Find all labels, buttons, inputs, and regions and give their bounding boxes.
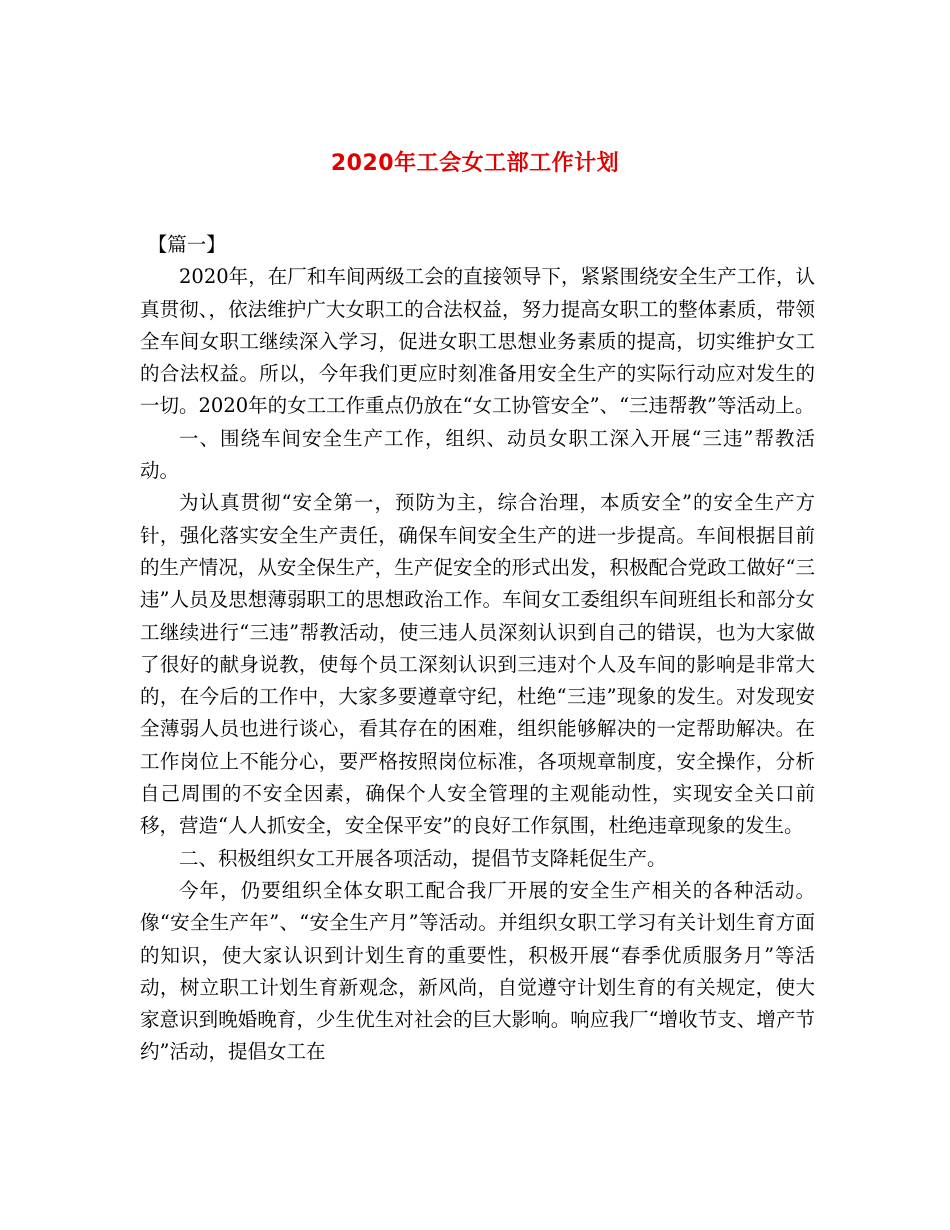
heading-section-two: 二、积极组织女工开展各项活动，提倡节支降耗促生产。: [179, 846, 667, 870]
heading-section-one: 一、围绕车间安全生产工作，组织、动员女职工深入开展“三违”帮教活动。: [140, 426, 815, 483]
paragraph-section-two: 今年，仍要组织全体女职工配合我厂开展的安全生产相关的各种活动。像“安全生产年”、“安全生产月”等活动。并组织女职工学习有关计划生育方面的知识，使大家认识到计划生育的重要性，积极开展“春季优质服务月”等活动，树立职工计划生育新观念，新风尚，自觉遵守计划生育的有关规定，使大家意识到晚婚晚育，少生优生对社会的巨大影响。响应我厂“增收节支、增产节约”活动，提倡女工在: [140, 878, 815, 1064]
section-tag: 【篇一】: [147, 233, 226, 256]
document-title: 2020年工会女工部工作计划: [330, 151, 620, 176]
paragraph-section-one: 为认真贯彻“安全第一，预防为主，综合治理，本质安全”的安全生产方针，强化落实安全生产责任，确保车间安全生产的进一步提高。车间根据目前的生产情况，从安全保生产，生产促安全的形式出发，积极配合党政工做好“三违”人员及思想薄弱职工的思想政治工作。车间女工委组织车间班组长和部分女工继续进行“三违”帮教活动，使三违人员深刻认识到自己的错误，也为大家做了很好的献身说教，使每个员工深刻认识到三违对个人及车间的影响是非常大的，在今后的工作中，大家多要遵章守纪，杜绝“三违”现象的发生。对发现安全薄弱人员也进行谈心，看其存在的困难，组织能够解决的一定帮助解决。在工作岗位上不能分心，要严格按照岗位标准，各项规章制度，安全操作，分析自己周围的不安全因素，确保个人安全管理的主观能动性，实现安全关口前移，营造“人人抓安全，安全保平安”的良好工作氛围，杜绝违章现象的发生。: [140, 491, 815, 838]
paragraph-intro: 2020年，在厂和车间两级工会的直接领导下，紧紧围绕安全生产工作，认真贯彻、，依法维护广大女职工的合法权益，努力提高女职工的整体素质，带领全车间女职工继续深入学习，促进女职工思想业务素质的提高，切实维护女工的合法权益。所以，今年我们更应时刻准备用安全生产的实际行动应对发生的一切。2020年的女工工作重点仍放在“女工协管安全”、“三违帮教”等活动上。: [140, 265, 815, 418]
document-body: [140, 229, 815, 1069]
